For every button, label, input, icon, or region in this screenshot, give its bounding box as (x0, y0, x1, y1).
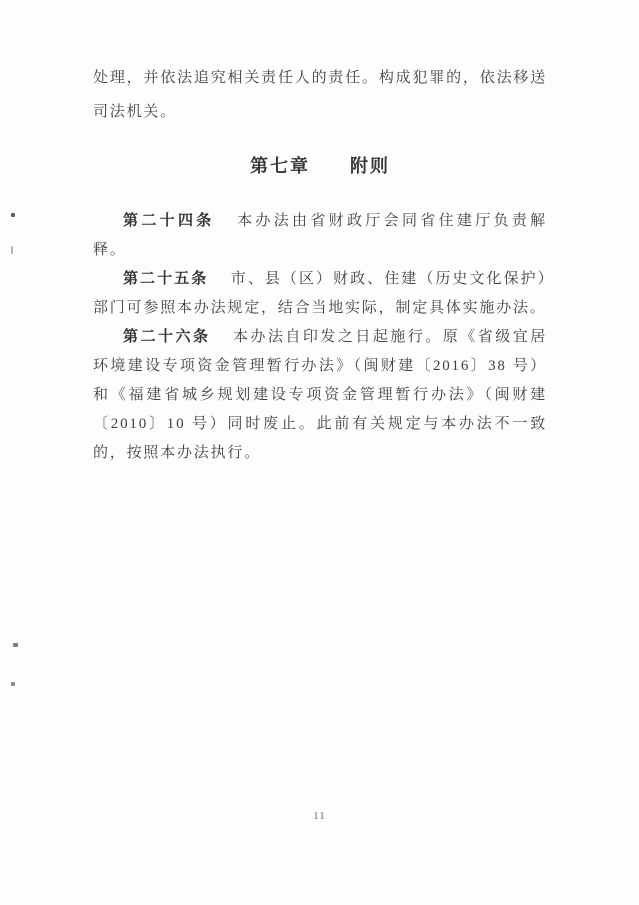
scan-speck (11, 246, 13, 254)
article-paragraph-25 (93, 265, 547, 323)
article-26-text: 本办法自印发之日起施行。原《省级宜居环境建设专项资金管理暂行办法》（闽财建〔2016〕38 号）和《福建省城乡规划建设专项资金管理暂行办法》（闽财建〔2010〕10 号）同时废止。此前有关规定与本办法不一致的，按照本办法执行。 (93, 329, 547, 461)
scan-speck (13, 643, 18, 647)
article-25-label: 第二十五条 (123, 271, 209, 287)
article-24-label: 第二十四条 (123, 213, 215, 229)
article-paragraph-24 (93, 207, 547, 265)
paragraph-continuation: 处理，并依法追究相关责任人的责任。构成犯罪的，依法移送司法机关。 (93, 70, 547, 120)
document-body (93, 0, 547, 468)
article-25-text: 市、县（区）财政、住建（历史文化保护）部门可参照本办法规定，结合当地实际，制定具体实施办法。 (93, 271, 547, 316)
article-26-label: 第二十六条 (123, 329, 211, 345)
page-number: 11 (313, 810, 326, 822)
article-paragraph-26 (93, 323, 547, 468)
scan-speck (11, 682, 15, 686)
chapter-heading: 第七章 附则 (250, 156, 390, 176)
scan-speck (11, 213, 15, 217)
article-24-text: 本办法由省财政厅会同省住建厅负责解释。 (93, 213, 547, 258)
